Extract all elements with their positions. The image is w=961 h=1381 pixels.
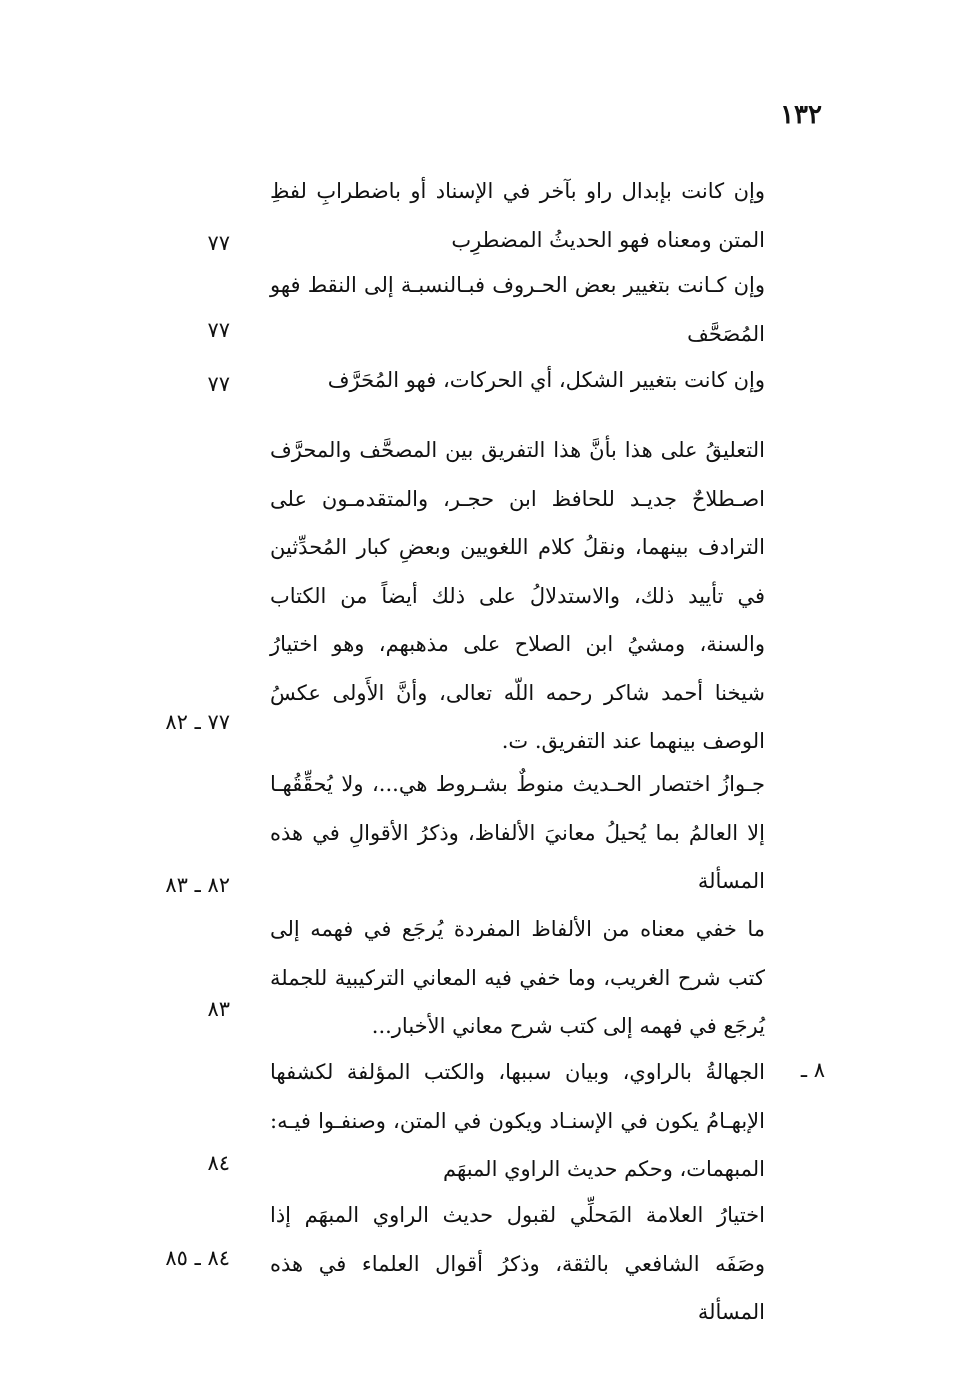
entry-text: وإن كانت بإبدال راو بآخر في الإسناد أو باضطرابِ لفظِ المتن ومعناه فهو الحديثُ المضطرِب bbox=[270, 179, 765, 252]
page-number: ١٣٢ bbox=[780, 100, 822, 130]
page-reference: ٧٧ bbox=[207, 372, 230, 396]
page-reference: ٨٤ ـ ٨٥ bbox=[165, 1246, 230, 1270]
page-reference: ٧٧ bbox=[207, 318, 230, 342]
page-reference: ٧٧ ـ ٨٢ bbox=[165, 710, 230, 734]
entry-text: وإن كانت بتغيير الشكل، أي الحركات، فهو المُحَرَّف bbox=[327, 368, 765, 392]
page-reference: ٧٧ bbox=[207, 231, 230, 255]
page-reference: ٨٣ bbox=[207, 997, 230, 1021]
item-number: ٨ ـ bbox=[800, 1058, 825, 1082]
entry-text: التعليقُ على هذا بأنَّ هذا التفريق بين المصحَّف والمحرَّف اصـطلاحٌ جديـد للحافظ ابن حجـر، والمتقدمـون على الترادف بينهما، ونقلُ كلام اللغويين وبعضِ كبار المُحدِّثين في تأييد ذلك، والاستدلالُ على ذلك أيضاً من الكتاب والسنة، ومشيُ ابن الصلاح على مذهبهم، وهو اختيارُ شيخنا أحمد شاكر رحمه اللّه تعالى، وأنَّ الأَولى عكسُ الوصف بينهما عند التفريق. ت. bbox=[270, 438, 765, 753]
entry-text: جـوازُ اختصار الحـديث منوطٌ بشـروط هي...، ولا يُحقِّقُهـا إلا العالمُ بما يُحيلُ معانيَ الألفاظ، وذكرُ الأقوالِ في هذه المسألة bbox=[270, 772, 765, 893]
page-reference: ٨٤ bbox=[207, 1151, 230, 1175]
entry-text: ما خفي معناه من الألفاظ المفردة يُرجَع في فهمه إلى كتب شرح الغريب، وما خفي فيه المعاني التركيبية للجملة يُرجَع في فهمه إلى كتب شرح معاني الأخبار... bbox=[270, 917, 765, 1038]
entry-text: الجهالةُ بالراوي، وبيان سببها، والكتب المؤلفة لكشفها الإبهـامُ يكون في الإسنـاد ويكون في المتن، وصنفـوا فيـه: المبهمات، وحكم حديث الراوي المبهَم bbox=[270, 1060, 765, 1181]
entry-text: وإن كـانت بتغيير بعض الحـروف فبـالنسبـة إلى النقط فهو المُصَحَّف bbox=[270, 273, 765, 346]
entry-text: اختيارُ العلامة المَحلِّي لقبول حديث الراوي المبهَم إذا وصَفَه الشافعي بالثقة، وذكرُ أقوال العلماء في هذه المسألة bbox=[270, 1203, 765, 1324]
page-reference: ٨٢ ـ ٨٣ bbox=[165, 873, 230, 897]
